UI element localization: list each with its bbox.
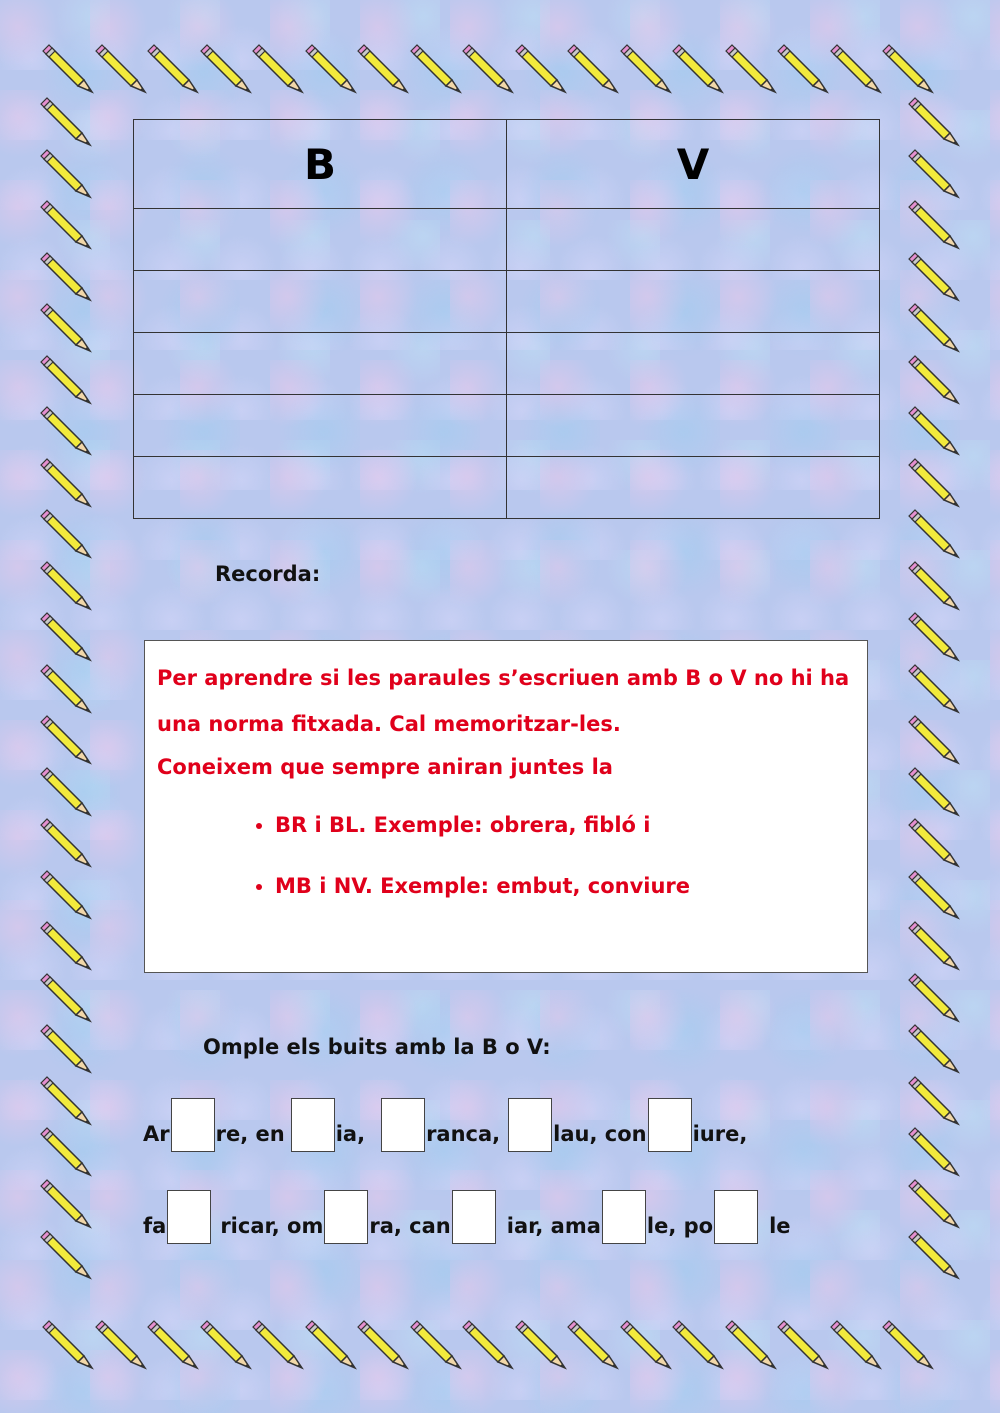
pencil-icon — [40, 559, 92, 611]
pencil-icon — [725, 1318, 777, 1370]
pencil-icon — [305, 42, 357, 94]
blank-box[interactable] — [167, 1190, 211, 1244]
pencil-icon — [40, 713, 92, 765]
pencil-icon — [908, 95, 960, 147]
table-cell[interactable] — [134, 457, 507, 519]
pencil-icon — [40, 868, 92, 920]
pencil-icon — [725, 42, 777, 94]
pencil-icon — [252, 1318, 304, 1370]
pencil-icon — [40, 198, 92, 250]
blank-box[interactable] — [291, 1098, 335, 1152]
word-fragment: iure, — [692, 1122, 748, 1146]
pencil-icon — [567, 1318, 619, 1370]
pencil-icon — [410, 1318, 462, 1370]
word-fragment: ranca, — [426, 1122, 501, 1146]
pencil-icon — [908, 301, 960, 353]
pencil-icon — [40, 971, 92, 1023]
blank-box[interactable] — [508, 1098, 552, 1152]
word-fragment: le, po — [646, 1214, 714, 1238]
pencil-icon — [40, 353, 92, 405]
word-fragment: ia, — [335, 1122, 366, 1146]
rule-box — [144, 640, 868, 973]
rule-list — [245, 805, 690, 927]
pencil-icon — [567, 42, 619, 94]
recorda-heading: Recorda: — [215, 562, 321, 586]
pencil-icon — [777, 1318, 829, 1370]
word-fragment: iar, ama — [506, 1214, 601, 1238]
pencil-icon — [908, 198, 960, 250]
table-row — [134, 457, 880, 519]
pencil-icon — [40, 1228, 92, 1280]
pencil-icon — [908, 816, 960, 868]
pencil-icon — [40, 250, 92, 302]
pencil-icon — [908, 610, 960, 662]
column-header-b: B — [134, 120, 507, 209]
pencil-icon — [40, 610, 92, 662]
pencil-icon — [40, 1177, 92, 1229]
pencil-icon — [908, 1177, 960, 1229]
rule-text: Per aprendre si les paraules s’escriuen amb B o V no hi ha una norma fitxada. Cal memoritzar-les. — [157, 666, 850, 736]
word-fragment: re, en — [215, 1122, 285, 1146]
pencil-icon — [908, 1022, 960, 1074]
word-fragment: lau, con — [553, 1122, 647, 1146]
rule-intro: Coneixem que sempre aniran juntes la — [157, 755, 613, 779]
pencil-icon — [908, 919, 960, 971]
exercise-line-2 — [143, 1186, 791, 1244]
blank-box[interactable] — [602, 1190, 646, 1244]
pencil-icon — [40, 404, 92, 456]
exercise-instruction: Omple els buits amb la B o V: — [203, 1035, 551, 1059]
pencil-icon — [908, 1125, 960, 1177]
pencil-icon — [357, 1318, 409, 1370]
pencil-icon — [908, 662, 960, 714]
word-fragment: fa — [143, 1214, 167, 1238]
pencil-icon — [777, 42, 829, 94]
pencil-icon — [908, 456, 960, 508]
blank-box[interactable] — [452, 1190, 496, 1244]
pencil-icon — [42, 1318, 94, 1370]
pencil-icon — [908, 713, 960, 765]
pencil-icon — [252, 42, 304, 94]
pencil-icon — [95, 1318, 147, 1370]
blank-box[interactable] — [171, 1098, 215, 1152]
pencil-icon — [620, 1318, 672, 1370]
pencil-icon — [882, 1318, 934, 1370]
rule-bullet: • MB i NV. Exemple: embut, conviure — [275, 866, 690, 927]
pencil-icon — [908, 559, 960, 611]
pencil-icon — [908, 868, 960, 920]
word-fragment: Ar — [143, 1122, 170, 1146]
pencil-icon — [147, 1318, 199, 1370]
pencil-icon — [200, 42, 252, 94]
pencil-icon — [515, 1318, 567, 1370]
pencil-icon — [908, 147, 960, 199]
pencil-icon — [462, 1318, 514, 1370]
table-cell[interactable] — [507, 457, 880, 519]
pencil-icon — [147, 42, 199, 94]
blank-box[interactable] — [648, 1098, 692, 1152]
pencil-icon — [40, 301, 92, 353]
pencil-icon — [908, 507, 960, 559]
exercise-line-1 — [143, 1094, 747, 1152]
blank-box[interactable] — [324, 1190, 368, 1244]
pencil-icon — [40, 662, 92, 714]
pencil-icon — [462, 42, 514, 94]
pencil-icon — [410, 42, 462, 94]
table-cell[interactable] — [134, 271, 507, 333]
bv-table — [133, 119, 880, 519]
pencil-icon — [305, 1318, 357, 1370]
table-cell[interactable] — [507, 333, 880, 395]
pencil-icon — [620, 42, 672, 94]
pencil-icon — [200, 1318, 252, 1370]
pencil-icon — [95, 42, 147, 94]
table-cell[interactable] — [134, 209, 507, 271]
column-header-v: V — [507, 120, 880, 209]
pencil-icon — [40, 816, 92, 868]
word-fragment: ricar, om — [220, 1214, 324, 1238]
blank-box[interactable] — [381, 1098, 425, 1152]
pencil-icon — [40, 507, 92, 559]
pencil-icon — [908, 353, 960, 405]
pencil-icon — [672, 42, 724, 94]
pencil-icon — [830, 42, 882, 94]
word-fragment: le — [769, 1214, 791, 1238]
table-cell[interactable] — [507, 209, 880, 271]
pencil-icon — [908, 1074, 960, 1126]
pencil-icon — [908, 971, 960, 1023]
pencil-icon — [40, 147, 92, 199]
pencil-icon — [908, 765, 960, 817]
pencil-icon — [830, 1318, 882, 1370]
pencil-icon — [908, 250, 960, 302]
table-row — [134, 271, 880, 333]
blank-box[interactable] — [714, 1190, 758, 1244]
pencil-icon — [40, 765, 92, 817]
pencil-icon — [40, 95, 92, 147]
pencil-icon — [908, 404, 960, 456]
pencil-icon — [908, 1228, 960, 1280]
pencil-icon — [40, 1022, 92, 1074]
pencil-icon — [42, 42, 94, 94]
pencil-icon — [40, 1074, 92, 1126]
pencil-icon — [40, 1125, 92, 1177]
word-fragment: ra, can — [369, 1214, 451, 1238]
pencil-icon — [515, 42, 567, 94]
table-row — [134, 395, 880, 457]
pencil-icon — [40, 919, 92, 971]
rule-bullet: • BR i BL. Exemple: obrera, fibló i — [275, 805, 690, 866]
pencil-icon — [882, 42, 934, 94]
table-cell[interactable] — [507, 271, 880, 333]
table-cell[interactable] — [134, 395, 507, 457]
table-row — [134, 209, 880, 271]
pencil-icon — [40, 456, 92, 508]
pencil-icon — [672, 1318, 724, 1370]
table-row — [134, 333, 880, 395]
table-cell[interactable] — [134, 333, 507, 395]
table-cell[interactable] — [507, 395, 880, 457]
pencil-icon — [357, 42, 409, 94]
